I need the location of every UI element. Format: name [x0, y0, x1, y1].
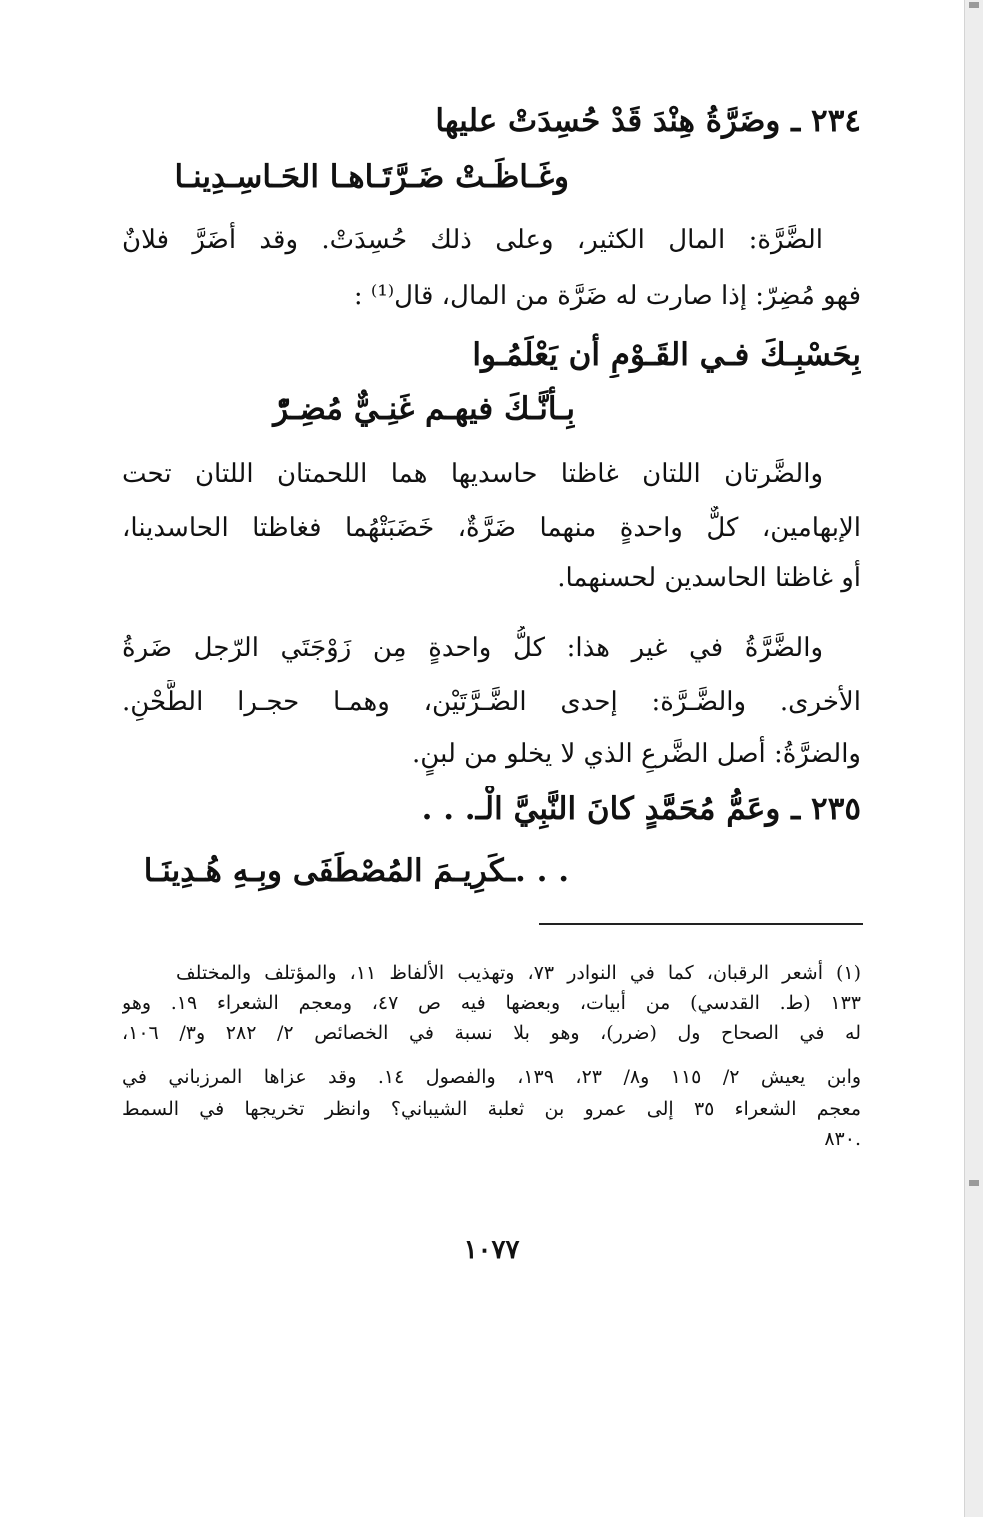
commentary-line: والضرَّةُ: أصل الضَّرعِ الذي لا يخلو من لبنٍ.	[412, 739, 861, 769]
footnote-line: ١٣٣ (ط. القدسي) من أبيات، وبعضها فيه ص ٤٧، ومعجم الشعراء ١٩. وهو	[122, 992, 861, 1014]
quoted-verse-second-hemistich: بِـأنَّـكَ فيهـم غَنِـيٌّ مُضِـرّْ	[273, 391, 575, 427]
footnote-line: وابن يعيش ٢/ ١١٥ و٨/ ٢٣، ١٣٩، والفصول ١٤. وقد عزاها المرزباني في	[122, 1066, 861, 1088]
footnote-marker: (١)	[835, 962, 861, 984]
commentary-line: والضَّرتان اللتان غاظتا حاسديها هما اللحمتان اللتان تحت	[122, 459, 823, 489]
page-number: ١٠٧٧	[463, 1235, 520, 1265]
commentary-line: فهو مُضِرّ: إذا صارت له ضَرَّة من المال، قال⁽¹⁾ :	[353, 281, 861, 311]
commentary-line: أو غاظتا الحاسدين لحسنهما.	[557, 563, 861, 593]
commentary-line: الضَّرَّة: المال الكثير، وعلى ذلك حُسِدَتْ. وقد أضَرَّ فلانٌ	[122, 225, 823, 255]
footnote-line: .٨٣٠	[824, 1128, 861, 1150]
poem-234-first-hemistich: ٢٣٤ ـ وضَرَّةُ هِنْدَ قَدْ حُسِدَتْ عليها	[435, 103, 861, 139]
quoted-verse-first-hemistich: بِحَسْبِـكَ فـي القَـوْمِ أن يَعْلَمُـوا	[472, 337, 861, 373]
poem-234-second-hemistich: وغَـاظَـتْ ضَـرَّتَـاهـا الحَـاسِـدِينـا	[174, 159, 569, 195]
footnote-line: معجم الشعراء ٣٥ إلى عمرو بن ثعلبة الشيباني؟ وانظر تخريجها في السمط	[122, 1098, 861, 1120]
footnote-separator	[539, 923, 863, 925]
poem-235-second-hemistich: . . .ـكَرِيـمَ المُصْطَفَى وبِـهِ هُـدِينَـا	[143, 853, 569, 889]
commentary-line: والضَّرَّةُ في غير هذا: كلُّ واحدةٍ مِن زَوْجَتَي الرّجل ضَرةُ	[122, 633, 823, 663]
commentary-line: الأخرى. والضَّـرَّة: إحدى الضَّـرَّتَيْن، وهمـا حجـرا الطَّحْنِ.	[122, 687, 861, 717]
poem-235-first-hemistich: ٢٣٥ ـ وعَمُّ مُحَمَّدٍ كانَ النَّبِيَّ الْـ. . .	[421, 791, 861, 827]
commentary-line: الإبهامين، كلٌّ واحدةٍ منهما ضَرَّةٌ، خَضَبَتْهُما فغاظتا الحاسدينا،	[122, 513, 861, 543]
footnote-line: له في الصحاح ول (ضرر)، وهو بلا نسبة في الخصائص ٢/ ٢٨٢ و٣/ ١٠٦،	[122, 1022, 861, 1044]
footnote-line: أشعر الرقبان، كما في النوادر ٧٣، وتهذيب الألفاظ ١١، والمؤتلف والمختلف	[176, 962, 823, 984]
